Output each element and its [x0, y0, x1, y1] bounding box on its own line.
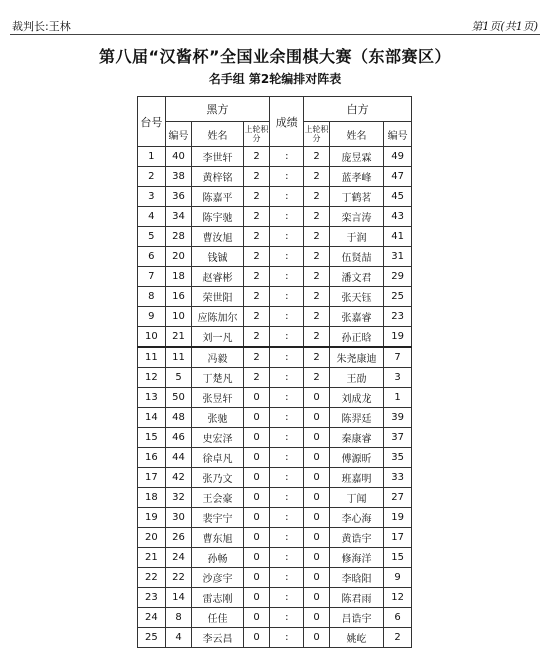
white-name: 吕诰宇 — [329, 608, 383, 628]
black-score: 0 — [243, 448, 270, 468]
table-row — [138, 267, 412, 287]
header-white-score: 上轮积分 — [304, 122, 330, 147]
white-number: 41 — [384, 227, 412, 247]
white-score: 0 — [304, 408, 330, 428]
result: : — [270, 428, 304, 448]
result: : — [270, 448, 304, 468]
page-number: 第1页(共1页) — [471, 20, 538, 33]
white-name: 黄诰宇 — [329, 528, 383, 548]
black-number: 18 — [165, 267, 192, 287]
white-name: 庞昱霖 — [329, 147, 383, 167]
white-number: 29 — [384, 267, 412, 287]
header-result: 成绩 — [270, 97, 304, 147]
white-number: 25 — [384, 287, 412, 307]
white-number: 39 — [384, 408, 412, 428]
board-number: 1 — [138, 147, 166, 167]
white-score: 0 — [304, 488, 330, 508]
result: : — [270, 227, 304, 247]
white-name: 孙正晗 — [329, 327, 383, 348]
black-name: 钱铖 — [192, 247, 243, 267]
white-name: 张嘉睿 — [329, 307, 383, 327]
black-number: 50 — [165, 388, 192, 408]
black-number: 11 — [165, 347, 192, 368]
result: : — [270, 588, 304, 608]
white-number: 2 — [384, 628, 412, 648]
white-score: 0 — [304, 508, 330, 528]
white-score: 2 — [304, 327, 330, 348]
white-name: 傅源昕 — [329, 448, 383, 468]
board-number: 25 — [138, 628, 166, 648]
black-number: 28 — [165, 227, 192, 247]
black-number: 30 — [165, 508, 192, 528]
white-name: 栾言涛 — [329, 207, 383, 227]
board-number: 22 — [138, 568, 166, 588]
black-name: 赵睿彬 — [192, 267, 243, 287]
board-number: 14 — [138, 408, 166, 428]
black-number: 44 — [165, 448, 192, 468]
black-score: 2 — [243, 247, 270, 267]
black-score: 2 — [243, 227, 270, 247]
white-score: 0 — [304, 468, 330, 488]
board-number: 7 — [138, 267, 166, 287]
white-number: 35 — [384, 448, 412, 468]
white-score: 0 — [304, 528, 330, 548]
white-name: 丁鹤茗 — [329, 187, 383, 207]
white-score: 2 — [304, 207, 330, 227]
white-name: 蓝孝峰 — [329, 167, 383, 187]
black-score: 2 — [243, 167, 270, 187]
white-name: 刘成龙 — [329, 388, 383, 408]
white-number: 15 — [384, 548, 412, 568]
black-name: 黄梓铭 — [192, 167, 243, 187]
result: : — [270, 608, 304, 628]
black-name: 陈宇驰 — [192, 207, 243, 227]
black-number: 5 — [165, 368, 192, 388]
black-score: 2 — [243, 207, 270, 227]
white-score: 0 — [304, 628, 330, 648]
white-score: 0 — [304, 448, 330, 468]
white-number: 3 — [384, 368, 412, 388]
black-number: 21 — [165, 327, 192, 348]
document-subtitle: 名手组 第2轮编排对阵表 — [208, 72, 342, 86]
result: : — [270, 388, 304, 408]
white-name: 班嘉明 — [329, 468, 383, 488]
black-name: 应陈加尔 — [192, 307, 243, 327]
result: : — [270, 167, 304, 187]
black-name: 曹东旭 — [192, 528, 243, 548]
table-row — [138, 568, 412, 588]
black-name: 张乃文 — [192, 468, 243, 488]
black-number: 26 — [165, 528, 192, 548]
table-row — [138, 488, 412, 508]
result: : — [270, 287, 304, 307]
black-name: 张昱轩 — [192, 388, 243, 408]
white-name: 李晗阳 — [329, 568, 383, 588]
black-score: 0 — [243, 628, 270, 648]
page-header — [10, 18, 540, 35]
white-score: 2 — [304, 147, 330, 167]
white-number: 19 — [384, 508, 412, 528]
result: : — [270, 528, 304, 548]
result: : — [270, 187, 304, 207]
board-number: 3 — [138, 187, 166, 207]
black-score: 2 — [243, 307, 270, 327]
black-score: 2 — [243, 327, 270, 348]
black-number: 20 — [165, 247, 192, 267]
table-row — [138, 368, 412, 388]
board-number: 9 — [138, 307, 166, 327]
black-score: 2 — [243, 368, 270, 388]
white-score: 0 — [304, 588, 330, 608]
white-score: 2 — [304, 187, 330, 207]
board-number: 24 — [138, 608, 166, 628]
white-number: 47 — [384, 167, 412, 187]
black-number: 38 — [165, 167, 192, 187]
board-number: 10 — [138, 327, 166, 348]
table-row — [138, 508, 412, 528]
white-number: 31 — [384, 247, 412, 267]
black-name: 曹汝旭 — [192, 227, 243, 247]
black-score: 2 — [243, 287, 270, 307]
result: : — [270, 468, 304, 488]
black-number: 24 — [165, 548, 192, 568]
black-number: 10 — [165, 307, 192, 327]
black-number: 40 — [165, 147, 192, 167]
black-name: 李云昌 — [192, 628, 243, 648]
black-name: 陈嘉平 — [192, 187, 243, 207]
table-row — [138, 167, 412, 187]
black-score: 2 — [243, 147, 270, 167]
black-score: 0 — [243, 488, 270, 508]
black-name: 徐卓凡 — [192, 448, 243, 468]
table-row — [138, 247, 412, 267]
white-number: 45 — [384, 187, 412, 207]
result: : — [270, 247, 304, 267]
result: : — [270, 548, 304, 568]
black-number: 32 — [165, 488, 192, 508]
white-score: 2 — [304, 368, 330, 388]
black-score: 0 — [243, 408, 270, 428]
black-name: 荣世阳 — [192, 287, 243, 307]
result: : — [270, 508, 304, 528]
table-row — [138, 528, 412, 548]
black-name: 张驰 — [192, 408, 243, 428]
result: : — [270, 408, 304, 428]
board-number: 19 — [138, 508, 166, 528]
white-score: 2 — [304, 267, 330, 287]
black-number: 16 — [165, 287, 192, 307]
board-number: 16 — [138, 448, 166, 468]
table-row — [138, 147, 412, 167]
result: : — [270, 488, 304, 508]
board-number: 17 — [138, 468, 166, 488]
black-name: 李世轩 — [192, 147, 243, 167]
white-score: 2 — [304, 227, 330, 247]
board-number: 23 — [138, 588, 166, 608]
black-name: 孙畅 — [192, 548, 243, 568]
table-row — [138, 628, 412, 648]
white-score: 0 — [304, 548, 330, 568]
table-row — [138, 287, 412, 307]
black-name: 任佳 — [192, 608, 243, 628]
black-score: 2 — [243, 347, 270, 368]
board-number: 4 — [138, 207, 166, 227]
black-name: 王会豪 — [192, 488, 243, 508]
table-row — [138, 548, 412, 568]
result: : — [270, 347, 304, 368]
white-number: 37 — [384, 428, 412, 448]
table-row — [138, 207, 412, 227]
header-board: 台号 — [138, 97, 166, 147]
white-number: 9 — [384, 568, 412, 588]
black-score: 0 — [243, 508, 270, 528]
black-score: 0 — [243, 588, 270, 608]
black-score: 2 — [243, 267, 270, 287]
table-row — [138, 428, 412, 448]
black-name: 冯毅 — [192, 347, 243, 368]
header-white: 白方 — [304, 97, 412, 122]
table-row — [138, 408, 412, 428]
white-name: 潘文君 — [329, 267, 383, 287]
white-name: 修海洋 — [329, 548, 383, 568]
result: : — [270, 368, 304, 388]
board-number: 2 — [138, 167, 166, 187]
table-row — [138, 388, 412, 408]
white-score: 0 — [304, 568, 330, 588]
document-title: 第八届“汉酱杯”全国业余围棋大赛（东部赛区） — [98, 47, 452, 66]
white-number: 12 — [384, 588, 412, 608]
white-score: 2 — [304, 167, 330, 187]
pairing-table — [137, 96, 412, 648]
black-number: 42 — [165, 468, 192, 488]
result: : — [270, 327, 304, 348]
white-name: 于润 — [329, 227, 383, 247]
black-name: 雷志刚 — [192, 588, 243, 608]
white-number: 1 — [384, 388, 412, 408]
white-number: 43 — [384, 207, 412, 227]
table-row — [138, 227, 412, 247]
board-number: 11 — [138, 347, 166, 368]
white-number: 27 — [384, 488, 412, 508]
black-name: 丁楚凡 — [192, 368, 243, 388]
table-row — [138, 327, 412, 348]
white-number: 6 — [384, 608, 412, 628]
white-name: 伍贤喆 — [329, 247, 383, 267]
black-score: 0 — [243, 468, 270, 488]
result: : — [270, 307, 304, 327]
black-name: 史宏泽 — [192, 428, 243, 448]
white-number: 17 — [384, 528, 412, 548]
black-score: 2 — [243, 187, 270, 207]
header-black-number: 编号 — [165, 122, 192, 147]
black-score: 0 — [243, 608, 270, 628]
black-number: 36 — [165, 187, 192, 207]
table-row — [138, 468, 412, 488]
black-score: 0 — [243, 388, 270, 408]
white-score: 0 — [304, 388, 330, 408]
header-black-score: 上轮积分 — [243, 122, 270, 147]
white-number: 33 — [384, 468, 412, 488]
white-name: 张天钰 — [329, 287, 383, 307]
white-number: 23 — [384, 307, 412, 327]
table-row — [138, 307, 412, 327]
board-number: 20 — [138, 528, 166, 548]
black-score: 0 — [243, 568, 270, 588]
white-score: 2 — [304, 307, 330, 327]
board-number: 8 — [138, 287, 166, 307]
black-score: 0 — [243, 428, 270, 448]
table-row — [138, 448, 412, 468]
board-number: 6 — [138, 247, 166, 267]
result: : — [270, 628, 304, 648]
board-number: 15 — [138, 428, 166, 448]
table-row — [138, 608, 412, 628]
white-name: 陈羿廷 — [329, 408, 383, 428]
white-score: 0 — [304, 428, 330, 448]
result: : — [270, 207, 304, 227]
black-number: 22 — [165, 568, 192, 588]
white-name: 姚屹 — [329, 628, 383, 648]
black-name: 刘一凡 — [192, 327, 243, 348]
table-row — [138, 187, 412, 207]
white-name: 丁闻 — [329, 488, 383, 508]
result: : — [270, 147, 304, 167]
black-name: 裴宇宁 — [192, 508, 243, 528]
black-number: 8 — [165, 608, 192, 628]
table-row — [138, 347, 412, 368]
white-name: 朱尧康迪 — [329, 347, 383, 368]
white-name: 李心海 — [329, 508, 383, 528]
header-black-name: 姓名 — [192, 122, 243, 147]
header-white-number: 编号 — [384, 122, 412, 147]
white-score: 0 — [304, 608, 330, 628]
result: : — [270, 267, 304, 287]
board-number: 18 — [138, 488, 166, 508]
white-name: 陈君雨 — [329, 588, 383, 608]
white-name: 秦康睿 — [329, 428, 383, 448]
white-score: 2 — [304, 247, 330, 267]
black-name: 沙彦宇 — [192, 568, 243, 588]
chief-referee: 裁判长:王林 — [12, 20, 71, 33]
table-row — [138, 588, 412, 608]
board-number: 12 — [138, 368, 166, 388]
white-score: 2 — [304, 287, 330, 307]
header-white-name: 姓名 — [329, 122, 383, 147]
black-number: 34 — [165, 207, 192, 227]
header-black: 黑方 — [165, 97, 270, 122]
black-number: 14 — [165, 588, 192, 608]
board-number: 5 — [138, 227, 166, 247]
white-number: 19 — [384, 327, 412, 348]
white-score: 2 — [304, 347, 330, 368]
black-number: 46 — [165, 428, 192, 448]
result: : — [270, 568, 304, 588]
black-number: 4 — [165, 628, 192, 648]
white-name: 王劭 — [329, 368, 383, 388]
board-number: 13 — [138, 388, 166, 408]
black-score: 0 — [243, 528, 270, 548]
white-number: 7 — [384, 347, 412, 368]
board-number: 21 — [138, 548, 166, 568]
black-number: 48 — [165, 408, 192, 428]
white-number: 49 — [384, 147, 412, 167]
black-score: 0 — [243, 548, 270, 568]
